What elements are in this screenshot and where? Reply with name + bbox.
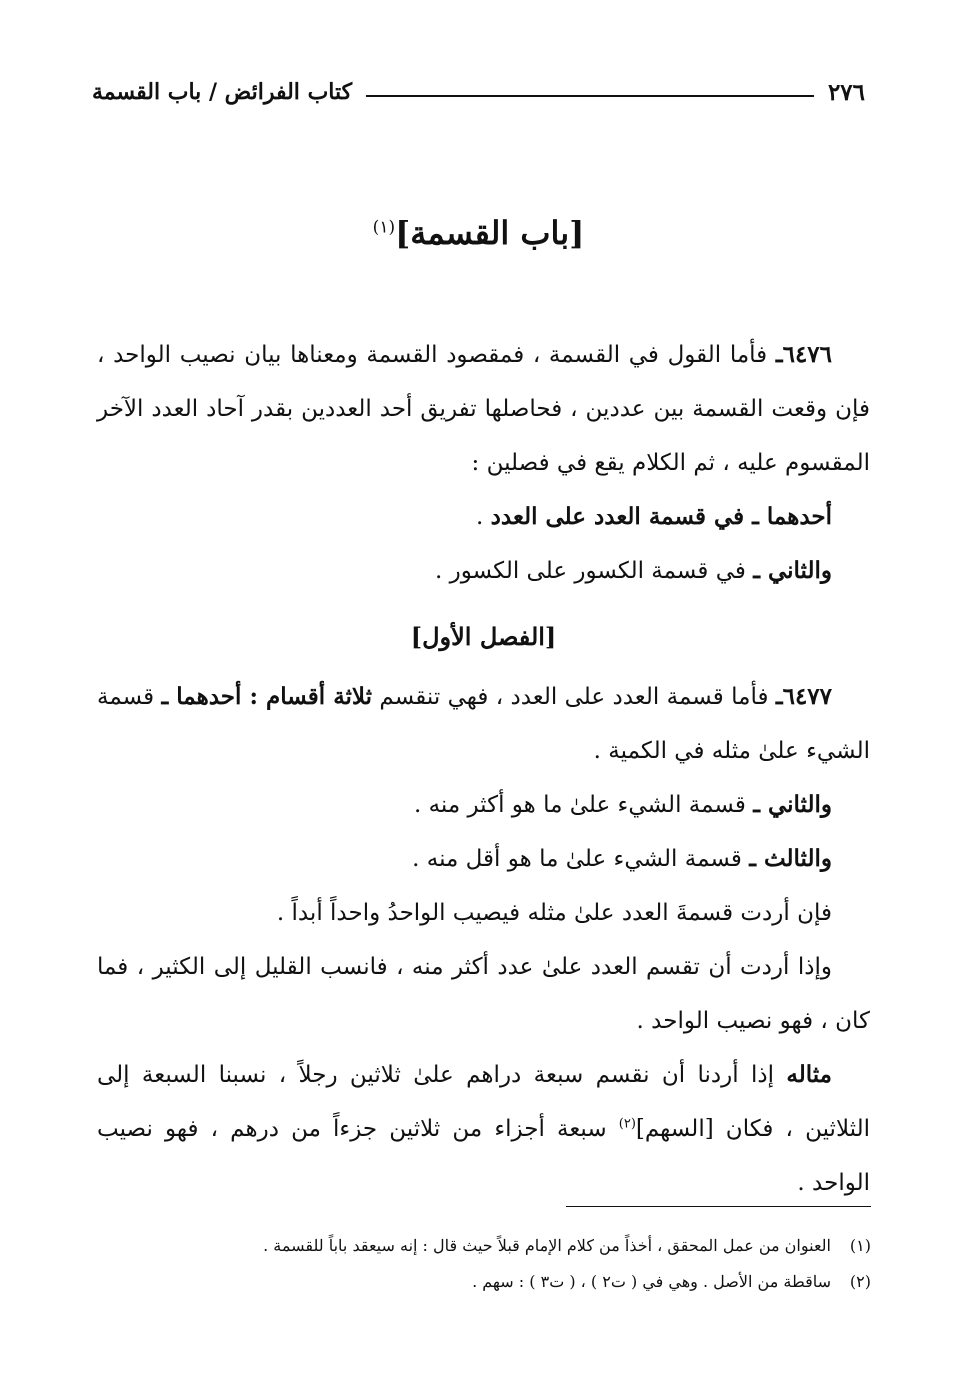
- paragraph-example: [97, 1048, 870, 1210]
- paragraph-number: ٦٤٧٦ـ: [775, 341, 833, 368]
- footnote-ref-1[interactable]: (١): [372, 217, 396, 238]
- item-lead: والثاني ـ: [753, 557, 832, 584]
- paragraph-text: فأما قسمة العدد على العدد ، فهي تنقسم: [372, 684, 776, 710]
- example-lead: مثاله: [786, 1061, 832, 1088]
- footnote-number: (١): [849, 1236, 871, 1255]
- running-header: [92, 74, 865, 110]
- item-lead: والثاني ـ: [753, 791, 832, 818]
- item-text: قسمة الشيء علىٰ ما هو أكثر منه .: [413, 792, 754, 818]
- paragraph-number: ٦٤٧٧ـ: [775, 683, 833, 710]
- list-item-third-type: [97, 832, 870, 886]
- item-lead: والثالث ـ: [749, 845, 832, 872]
- paragraph-equal-division: فإن أردت قسمةَ العدد علىٰ مثله فيصيب الواحدُ واحداً أبداً .: [276, 900, 832, 926]
- item-tail: .: [476, 504, 491, 530]
- chapter-title: [0, 214, 957, 252]
- footnotes: [110, 1228, 871, 1300]
- list-item-second: [97, 544, 870, 598]
- chapter-title-text: [باب القسمة]: [395, 214, 585, 252]
- page-number: ٢٧٦: [827, 78, 865, 106]
- footnote-text: ساقطة من الأصل . وهي في ( ت٢ ) ، ( ت٣ ) : سهم .: [472, 1272, 831, 1291]
- paragraph-6477: [97, 670, 870, 778]
- list-item-second-type: [97, 778, 870, 832]
- footnote-number: (٢): [849, 1272, 871, 1291]
- footnote-rule: [566, 1206, 871, 1207]
- paragraph-larger-division: وإذا أردت أن تقسم العدد علىٰ عدد أكثر منه ، فانسب القليل إلى الكثير ، فما كان ، فهو نصيب الواحد .: [97, 954, 870, 1034]
- list-item-first: [97, 490, 870, 544]
- section-title: [الفصل الأول]: [410, 622, 557, 651]
- item-lead: أحدهما ـ في قسمة العدد على العدد: [490, 503, 832, 530]
- paragraph-tail: قسمة الشيء علىٰ مثله في الكمية .: [97, 684, 870, 764]
- body-text: [97, 328, 870, 1210]
- example-text-b: سبعة أجزاء من ثلاثين جزءاً من درهم ، فهو نصيب الواحد .: [97, 1116, 870, 1196]
- footnote-text: العنوان من عمل المحقق ، أخذاً من كلام الإمام قبلاً حيث قال : إنه سيعقد باباً للقسمة .: [263, 1236, 831, 1255]
- paragraph-6476: [97, 328, 870, 490]
- paragraph-bold: ثلاثة أقسام : أحدهما ـ: [161, 683, 373, 710]
- item-text: قسمة الشيء علىٰ ما هو أقل منه .: [412, 846, 750, 872]
- footnote-1: [110, 1228, 871, 1264]
- item-text: في قسمة الكسور على الكسور .: [435, 558, 754, 584]
- paragraph-text: فأما القول في القسمة ، فمقصود القسمة ومعناها بيان نصيب الواحد ، فإن وقعت القسمة بين عددين ، فحاصلها تفريق أحد العددين بقدر آحاد العدد الآخر المقسوم عليه ، ثم الكلام يقع في فصلين :: [97, 342, 870, 476]
- footnote-2: [110, 1264, 871, 1300]
- header-rule: [366, 95, 814, 97]
- footnote-ref-2[interactable]: (٢): [618, 1116, 636, 1132]
- running-title: كتاب الفرائض / باب القسمة: [92, 79, 353, 105]
- example-text-a: إذا أردنا أن نقسم سبعة دراهم علىٰ ثلاثين رجلاً ، نسبنا السبعة إلى الثلاثين ، فكان [السهم]: [97, 1062, 870, 1142]
